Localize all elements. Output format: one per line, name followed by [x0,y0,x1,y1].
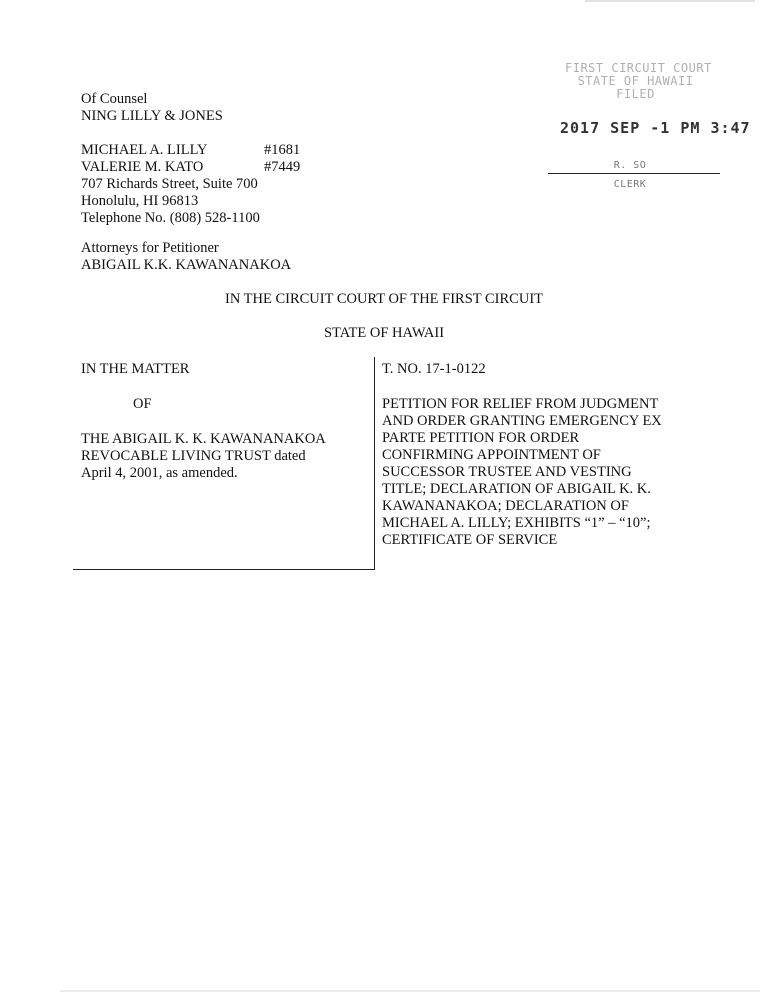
attorney-bar-number: #1681 [264,142,301,158]
document-title-line: CERTIFICATE OF SERVICE [382,532,558,548]
stamp-clerk-label: CLERK [613,179,647,190]
scan-artifact-top [585,0,755,2]
stamp-datetime: 2017 SEP -1 PM 3:47 [560,119,751,137]
scan-artifact-bottom [60,990,760,992]
document-title-line: CONFIRMING APPOINTMENT OF [382,447,601,463]
caption-bottom-rule [73,569,375,570]
document-title-line: PETITION FOR RELIEF FROM JUDGMENT [382,396,659,412]
client-name: ABIGAIL K.K. KAWANANAKOA [81,257,292,273]
stamp-clerk-initials: R. SO [613,160,647,171]
attorney-name: VALERIE M. KATO [81,159,204,175]
caption-of: OF [133,396,152,412]
document-title-line: KAWANANAKOA; DECLARATION OF [382,498,629,514]
court-state: STATE OF HAWAII [323,325,445,341]
document-title-line: MICHAEL A. LILLY; EXHIBITS “1” – “10”; [382,515,651,531]
law-firm-name: NING LILLY & JONES [81,108,223,124]
case-number: T. NO. 17-1-0122 [382,361,486,377]
address-city: Honolulu, HI 96813 [81,193,199,209]
attorney-bar-number: #7449 [264,159,301,175]
document-title-line: PARTE PETITION FOR ORDER [382,430,580,446]
address-street: 707 Richards Street, Suite 700 [81,176,258,192]
document-title-line: AND ORDER GRANTING EMERGENCY EX [382,413,662,429]
caption-trust-line: THE ABIGAIL K. K. KAWANANAKOA [81,431,326,447]
caption-trust-line: REVOCABLE LIVING TRUST dated [81,448,306,464]
court-name: IN THE CIRCUIT COURT OF THE FIRST CIRCUIT [224,291,544,307]
document-title-line: TITLE; DECLARATION OF ABIGAIL K. K. [382,481,651,497]
stamp-clerk-rule [548,173,720,174]
caption-in-the-matter: IN THE MATTER [81,361,190,377]
address-telephone: Telephone No. (808) 528-1100 [81,210,260,226]
stamp-filed: FILED [616,87,655,101]
stamp-state: STATE OF HAWAII [577,74,694,88]
document-title-line: SUCCESSOR TRUSTEE AND VESTING [382,464,632,480]
attorney-role: Attorneys for Petitioner [81,240,219,256]
of-counsel-label: Of Counsel [81,91,148,107]
attorney-name: MICHAEL A. LILLY [81,142,208,158]
caption-trust-line: April 4, 2001, as amended. [81,465,238,481]
stamp-court-name: FIRST CIRCUIT COURT [565,61,712,75]
caption-vertical-rule [374,357,375,570]
